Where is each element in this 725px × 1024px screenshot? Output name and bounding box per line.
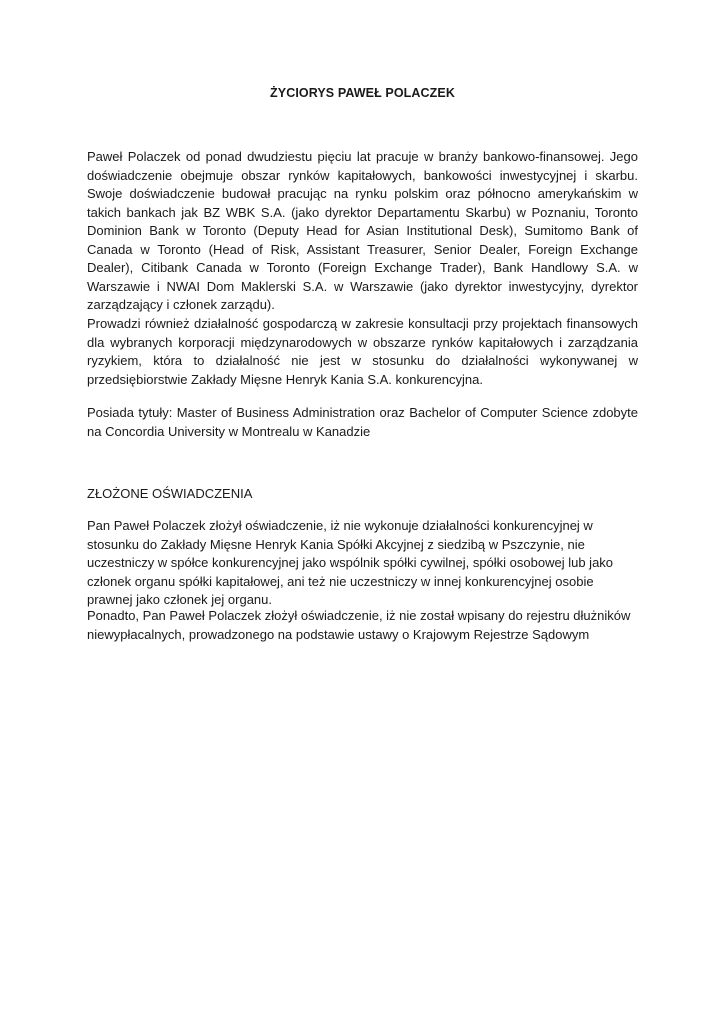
declarations-heading: ZŁOŻONE OŚWIADCZENIA: [87, 486, 253, 501]
declaration-paragraph-insolvency-register: Ponadto, Pan Paweł Polaczek złożył oświadczenie, iż nie został wpisany do rejestru dłużników niewypłacalnych, prowadzonego na podstawie ustawy o Krajowym Rejestrze Sądowym: [87, 608, 631, 642]
document-page: [87, 0, 638, 1024]
bio-paragraph-consulting: Prowadzi również działalność gospodarczą w zakresie konsultacji przy projektach finansowych dla wybranych korporacji międzynarodowych w obszarze rynków kapitałowych i zarządzania ryzykiem, która to działalność nie jest w stosunku do działalności wykonywanej w przedsiębiorstwie Zakłady Mięsne Henryk Kania S.A. konkurencyjna.: [87, 316, 638, 387]
bio-paragraph-education: Posiada tytuły: Master of Business Administration oraz Bachelor of Computer Science zdobyte na Concordia University w Montrealu w Kanadzie: [87, 405, 638, 439]
document-title: ŻYCIORYS PAWEŁ POLACZEK: [270, 86, 455, 100]
declaration-paragraph-noncompete: Pan Paweł Polaczek złożył oświadczenie, iż nie wykonuje działalności konkurencyjnej w stosunku do Zakłady Mięsne Henryk Kania Spółki Akcyjnej z siedzibą w Pszczynie, nie uczestniczy w spółce konkurencyjnej jako wspólnik spółki cywilnej, spółki osobowej lub jako członek organu spółki kapitałowej, ani też nie uczestniczy w innej konkurencyjnej osobie prawnej jako członek jej organu.: [87, 518, 614, 607]
bio-paragraph-experience: Paweł Polaczek od ponad dwudziestu pięciu lat pracuje w branży bankowo-finansowej. Jego doświadczenie obejmuje obszar rynków kapitałowych, bankowości inwestycyjnej i skarbu. Swoje doświadczenie budował pracując na rynku polskim oraz północno amerykańskim w takich bankach jak BZ WBK S.A. (jako dyrektor Departamentu Skarbu) w Poznaniu, Toronto Dominion Bank w Toronto (Deputy Head for Asian Institutional Desk), Sumitomo Bank of Canada w Toronto (Head of Risk, Assistant Treasurer, Senior Dealer, Foreign Exchange Dealer), Citibank Canada w Toronto (Foreign Exchange Trader), Bank Handlowy S.A. w Warszawie i NWAI Dom Maklerski S.A. w Warszawie (jako dyrektor inwestycyjny, dyrektor zarządzający i członek zarządu).: [87, 149, 638, 312]
